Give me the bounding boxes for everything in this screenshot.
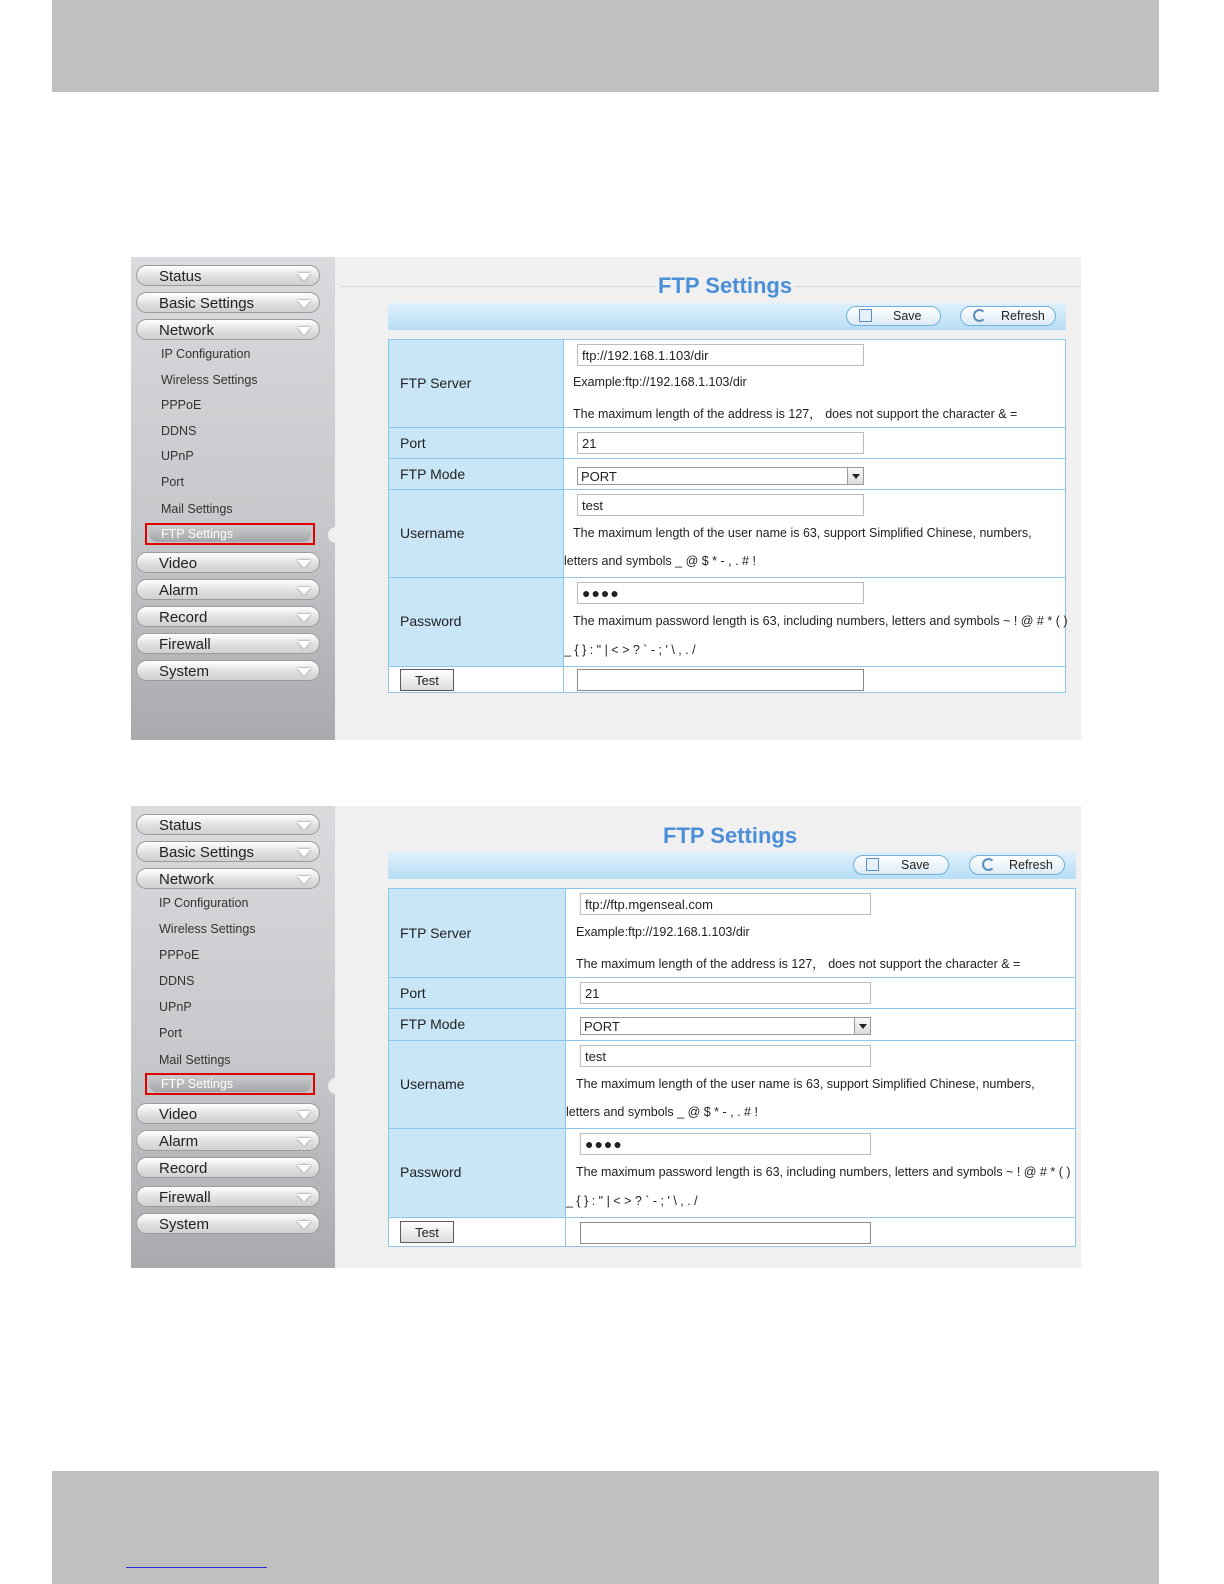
ftp-mode-select-value: PORT xyxy=(581,469,617,484)
menu-record[interactable] xyxy=(136,1157,320,1178)
ftp-server-example: Example:ftp://192.168.1.103/dir xyxy=(573,375,747,389)
sidebar-item-mail-settings[interactable]: Mail Settings xyxy=(161,502,233,516)
sidebar-item-port[interactable]: Port xyxy=(159,1026,182,1040)
chevron-down-icon xyxy=(297,614,311,622)
password-input[interactable]: ●●●● xyxy=(577,582,864,604)
menu-video-label: Video xyxy=(159,1106,198,1123)
username-input[interactable]: test xyxy=(577,494,864,516)
username-label: Username xyxy=(400,525,465,541)
port-label: Port xyxy=(400,435,426,451)
sidebar-item-wireless-settings[interactable]: Wireless Settings xyxy=(159,922,256,936)
sidebar-item-wireless-settings[interactable]: Wireless Settings xyxy=(161,373,258,387)
sidebar-item-ftp-settings[interactable] xyxy=(145,523,315,545)
ftp-mode-label: FTP Mode xyxy=(400,466,466,482)
sidebar-item-port[interactable]: Port xyxy=(161,475,184,489)
menu-firewall-label: Firewall xyxy=(159,1189,211,1206)
ftp-settings-form xyxy=(388,339,1066,693)
menu-record-label: Record xyxy=(159,1160,208,1177)
menu-system[interactable] xyxy=(136,660,320,681)
refresh-button[interactable] xyxy=(969,855,1065,875)
chevron-down-icon xyxy=(297,300,311,308)
footer-link[interactable] xyxy=(126,1555,267,1568)
port-label-cell xyxy=(389,428,564,459)
page-header-band xyxy=(52,0,1159,92)
menu-system-label: System xyxy=(159,1216,210,1233)
ftp-mode-label-cell xyxy=(389,459,564,490)
test-result-cell xyxy=(564,667,1065,692)
port-input[interactable]: 21 xyxy=(577,432,864,454)
menu-status-label: Status xyxy=(159,268,202,285)
sidebar-item-ip-configuration[interactable]: IP Configuration xyxy=(159,896,249,910)
save-button-label: Save xyxy=(893,309,922,323)
menu-alarm-label: Alarm xyxy=(159,582,199,599)
toolbar xyxy=(388,303,1066,330)
ftp-server-label: FTP Server xyxy=(400,375,472,391)
ftp-server-label-cell xyxy=(389,340,564,428)
refresh-button-label: Refresh xyxy=(1001,309,1045,323)
test-button[interactable]: Test xyxy=(400,669,454,691)
menu-basic-settings[interactable] xyxy=(136,292,320,313)
menu-alarm[interactable] xyxy=(136,1130,320,1151)
sidebar-item-upnp[interactable]: UPnP xyxy=(159,1000,192,1014)
sidebar-item-ftp-settings-label: FTP Settings xyxy=(161,1077,234,1091)
ftp-mode-select[interactable] xyxy=(580,1017,871,1035)
chevron-down-icon xyxy=(297,849,311,857)
port-label-cell xyxy=(389,978,566,1009)
username-note-line-2: letters and symbols _ @ $ * - , . # ! xyxy=(566,1105,758,1119)
sidebar-item-ddns[interactable]: DDNS xyxy=(159,974,195,988)
menu-status[interactable] xyxy=(136,814,320,835)
menu-status[interactable] xyxy=(136,265,320,286)
password-note-line-1: The maximum password length is 63, including numbers, letters and symbols ~ ! @ # * ( ) xyxy=(576,1165,1071,1179)
chevron-down-icon xyxy=(297,822,311,830)
save-icon xyxy=(866,858,879,871)
page-title: FTP Settings xyxy=(663,823,798,848)
menu-firewall[interactable] xyxy=(136,633,320,654)
password-label-cell xyxy=(389,1129,566,1218)
sidebar-menu xyxy=(131,806,335,1268)
ftp-mode-select[interactable] xyxy=(577,467,864,485)
menu-network-label: Network xyxy=(159,871,215,888)
save-button-label: Save xyxy=(901,858,930,872)
ftp-server-input[interactable]: ftp://ftp.mgenseal.com xyxy=(580,893,871,915)
ftp-settings-panel xyxy=(335,806,1081,1268)
menu-system-label: System xyxy=(159,663,210,680)
sidebar-item-ftp-settings[interactable] xyxy=(145,1073,315,1095)
password-input[interactable]: ●●●● xyxy=(580,1133,871,1155)
ftp-server-value-cell xyxy=(564,340,1065,428)
ftp-mode-select-value: PORT xyxy=(584,1019,620,1034)
chevron-down-icon xyxy=(297,1194,311,1202)
sidebar-item-pppoe[interactable]: PPPoE xyxy=(161,398,202,412)
sidebar-item-pppoe[interactable]: PPPoE xyxy=(159,948,200,962)
chevron-down-icon xyxy=(297,273,311,281)
chevron-down-icon xyxy=(297,1138,311,1146)
port-value-cell xyxy=(566,978,1075,1009)
chevron-down-icon xyxy=(297,876,311,884)
ftp-settings-panel xyxy=(335,257,1081,740)
menu-firewall-label: Firewall xyxy=(159,636,211,653)
chevron-down-icon xyxy=(297,668,311,676)
sidebar-item-mail-settings[interactable]: Mail Settings xyxy=(159,1053,231,1067)
menu-system[interactable] xyxy=(136,1213,320,1234)
port-value-cell xyxy=(564,428,1065,459)
menu-basic-settings-label: Basic Settings xyxy=(159,844,255,861)
ftp-settings-form xyxy=(388,888,1076,1247)
username-note-line-1: The maximum length of the user name is 63, support Simplified Chinese, numbers, xyxy=(576,1077,1035,1091)
sidebar-menu xyxy=(131,257,335,740)
ftp-settings-screenshot-1 xyxy=(131,257,1081,740)
save-icon xyxy=(859,309,872,322)
chevron-down-icon xyxy=(297,587,311,595)
password-note-line-2: _ { } : " | < > ? ` - ; ' \ , . / xyxy=(566,1194,698,1208)
ftp-server-value-cell xyxy=(566,889,1075,978)
sidebar-item-upnp[interactable]: UPnP xyxy=(161,449,194,463)
ftp-mode-label: FTP Mode xyxy=(400,1016,466,1032)
form-column-divider xyxy=(565,889,566,1246)
menu-record-label: Record xyxy=(159,609,208,626)
menu-video[interactable] xyxy=(136,1103,320,1124)
password-note-line-2: _ { } : " | < > ? ` - ; ' \ , . / xyxy=(564,643,696,657)
test-button-cell xyxy=(389,1218,566,1246)
password-label: Password xyxy=(400,613,462,629)
menu-record[interactable] xyxy=(136,606,320,627)
chevron-down-icon xyxy=(297,327,311,335)
username-note-line-1: The maximum length of the user name is 63, support Simplified Chinese, numbers, xyxy=(573,526,1032,540)
username-value-cell xyxy=(564,490,1065,578)
password-label: Password xyxy=(400,1164,462,1180)
refresh-button[interactable] xyxy=(960,306,1056,326)
username-label-cell xyxy=(389,1041,566,1129)
menu-alarm[interactable] xyxy=(136,579,320,600)
sidebar-item-ftp-settings-label: FTP Settings xyxy=(161,527,234,541)
menu-network[interactable] xyxy=(136,319,320,340)
menu-basic-settings-label: Basic Settings xyxy=(159,295,255,312)
ftp-server-note: The maximum length of the address is 127， does not support the character & = xyxy=(576,957,1021,971)
toolbar xyxy=(388,852,1076,879)
port-input[interactable]: 21 xyxy=(580,982,871,1004)
ftp-server-label-cell xyxy=(389,889,566,978)
username-note-line-2: letters and symbols _ @ $ * - , . # ! xyxy=(564,554,756,568)
save-button[interactable] xyxy=(853,855,949,875)
ftp-settings-screenshot-2 xyxy=(131,806,1081,1268)
chevron-down-icon xyxy=(297,560,311,568)
menu-alarm-label: Alarm xyxy=(159,1133,199,1150)
menu-basic-settings[interactable] xyxy=(136,841,320,862)
refresh-icon xyxy=(973,309,986,322)
password-note-line-1: The maximum password length is 63, including numbers, letters and symbols ~ ! @ # * ( ) xyxy=(573,614,1068,628)
ftp-mode-value-cell xyxy=(564,459,1065,490)
password-label-cell xyxy=(389,578,564,667)
ftp-server-example: Example:ftp://192.168.1.103/dir xyxy=(576,925,750,939)
menu-network[interactable] xyxy=(136,868,320,889)
test-result-field xyxy=(580,1222,871,1244)
password-value-cell xyxy=(564,578,1068,667)
username-label: Username xyxy=(400,1076,465,1092)
sidebar-item-ip-configuration[interactable]: IP Configuration xyxy=(161,347,251,361)
menu-status-label: Status xyxy=(159,817,202,834)
chevron-down-icon xyxy=(297,1111,311,1119)
refresh-button-label: Refresh xyxy=(1009,858,1053,872)
chevron-down-icon xyxy=(297,1221,311,1229)
chevron-down-icon xyxy=(847,468,863,484)
port-label: Port xyxy=(400,985,426,1001)
ftp-server-note: The maximum length of the address is 127， does not support the character & = xyxy=(573,407,1018,421)
menu-video[interactable] xyxy=(136,552,320,573)
menu-network-label: Network xyxy=(159,322,215,339)
password-value-cell xyxy=(566,1129,1075,1218)
sidebar-item-ddns[interactable]: DDNS xyxy=(161,424,197,438)
chevron-down-icon xyxy=(297,641,311,649)
chevron-down-icon xyxy=(297,1165,311,1173)
menu-video-label: Video xyxy=(159,555,198,572)
test-button[interactable]: Test xyxy=(400,1221,454,1243)
ftp-mode-value-cell xyxy=(566,1009,1075,1041)
chevron-down-icon xyxy=(854,1018,870,1034)
menu-firewall[interactable] xyxy=(136,1186,320,1207)
save-button[interactable] xyxy=(846,306,941,326)
ftp-mode-label-cell xyxy=(389,1009,566,1041)
username-label-cell xyxy=(389,490,564,578)
ftp-server-label: FTP Server xyxy=(400,925,472,941)
username-value-cell xyxy=(566,1041,1075,1129)
test-result-field xyxy=(577,669,864,691)
ftp-server-input[interactable]: ftp://192.168.1.103/dir xyxy=(577,344,864,366)
username-input[interactable]: test xyxy=(580,1045,871,1067)
test-button-cell xyxy=(389,667,564,692)
form-column-divider xyxy=(563,340,564,692)
test-result-cell xyxy=(566,1218,1075,1246)
refresh-icon xyxy=(982,858,995,871)
page-title: FTP Settings xyxy=(658,273,793,298)
